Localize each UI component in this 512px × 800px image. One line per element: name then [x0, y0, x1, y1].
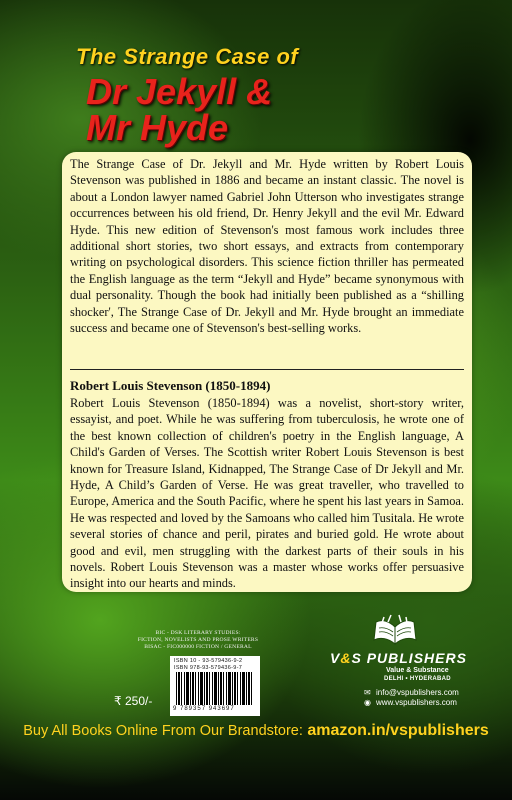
author-heading: Robert Louis Stevenson (1850-1894)	[70, 378, 271, 393]
brand-amp: &	[340, 650, 352, 666]
publisher-cities: DELHI • HYDERABAD	[384, 676, 451, 682]
synopsis-text: The Strange Case of Dr. Jekyll and Mr. Hyde written by Robert Louis Stevenson was published in 1886 and became an instant classic. The novel is about a London lawyer named Gabriel John Utterson who investigates strange occurrences between his old friend, Dr. Henry Jekyll and the evil Mr. Edward Hyde. This new edition of Stevenson's most famous work includes three additional short stories, two short essays, and extracts from contemporary writing on psychological disorders. This science fiction thriller has permeated the English language as the term “Jekyll and Hyde” became synonymous with dual personality. Though the book had initially been published as a “shilling shocker', The Strange Case of Dr. Jekyll and Mr. Hyde brought an immediate success and became one of Stevenson's best-selling works.	[70, 157, 464, 336]
footer-link[interactable]: amazon.in/vspublishers	[307, 722, 489, 739]
publisher-email[interactable]: info@vspublishers.com	[376, 688, 459, 697]
title-line-1: Dr Jekyll &	[86, 71, 273, 112]
brand-rest: S PUBLISHERS	[351, 650, 467, 666]
title-line-2: Mr Hyde	[86, 107, 229, 148]
footer-text: Buy All Books Online From Our Brandstore:	[23, 723, 303, 739]
publisher-tagline: Value & Substance	[386, 667, 449, 674]
publisher-website[interactable]: www.vspublishers.com	[376, 698, 457, 707]
footer-banner	[0, 722, 512, 740]
publisher-brand	[330, 650, 467, 666]
isbn-10: ISBN 10 - 93-579436-9-2	[174, 658, 243, 664]
classification-line-1: BIC - DSK LITERARY STUDIES:	[155, 630, 241, 636]
publisher-block	[330, 614, 470, 706]
publisher-email-row	[364, 688, 459, 697]
isbn-13: ISBN 978-93-579436-9-7	[174, 665, 243, 671]
book-title	[86, 71, 273, 148]
barcode-bars	[176, 672, 254, 705]
publisher-website-row	[364, 698, 457, 707]
open-book-icon	[372, 614, 418, 650]
barcode-digits: 9 789357 943697	[173, 706, 235, 712]
envelope-icon: ✉	[364, 688, 371, 697]
classification-line-3: BISAC - FIC000000 FICTION / GENERAL	[144, 644, 252, 650]
brand-prefix: V	[330, 650, 341, 666]
globe-icon: ◉	[364, 698, 371, 707]
price: ₹ 250/-	[114, 694, 153, 708]
isbn-barcode	[170, 656, 260, 716]
classification-block	[128, 630, 268, 651]
author-bio: Robert Louis Stevenson (1850-1894) was a novelist, short-story writer, essayist, and poet. While he was suffering from tuberculosis, he wrote one of the best known collection of children's poetry in the English language, A Child's Garden of Verses. The Scottish writer Robert Louis Stevenson is best known for Treasure Island, Kidnapped, The Strange Case of Dr Jekyll and Mr. Hyde, A Child’s Garden of Verse. He was great traveller, who travelled to Europe, America and the South Pacific, where he spent his last years in Samoa. He was respected and loved by the Samoans who called him Tusitala. He wrote several stories of chance and peril, pirates and buried gold. He wrote about good and evil, men struggling with the darkest parts of their souls in his novels. Robert Louis Stevenson was a master whose works offer persuasive insight into our hearts and minds.	[70, 396, 464, 591]
divider-rule	[70, 369, 464, 370]
title-top: The Strange Case of	[76, 44, 299, 69]
classification-line-2: FICTION, NOVELISTS AND PROSE WRITERS	[137, 637, 259, 643]
